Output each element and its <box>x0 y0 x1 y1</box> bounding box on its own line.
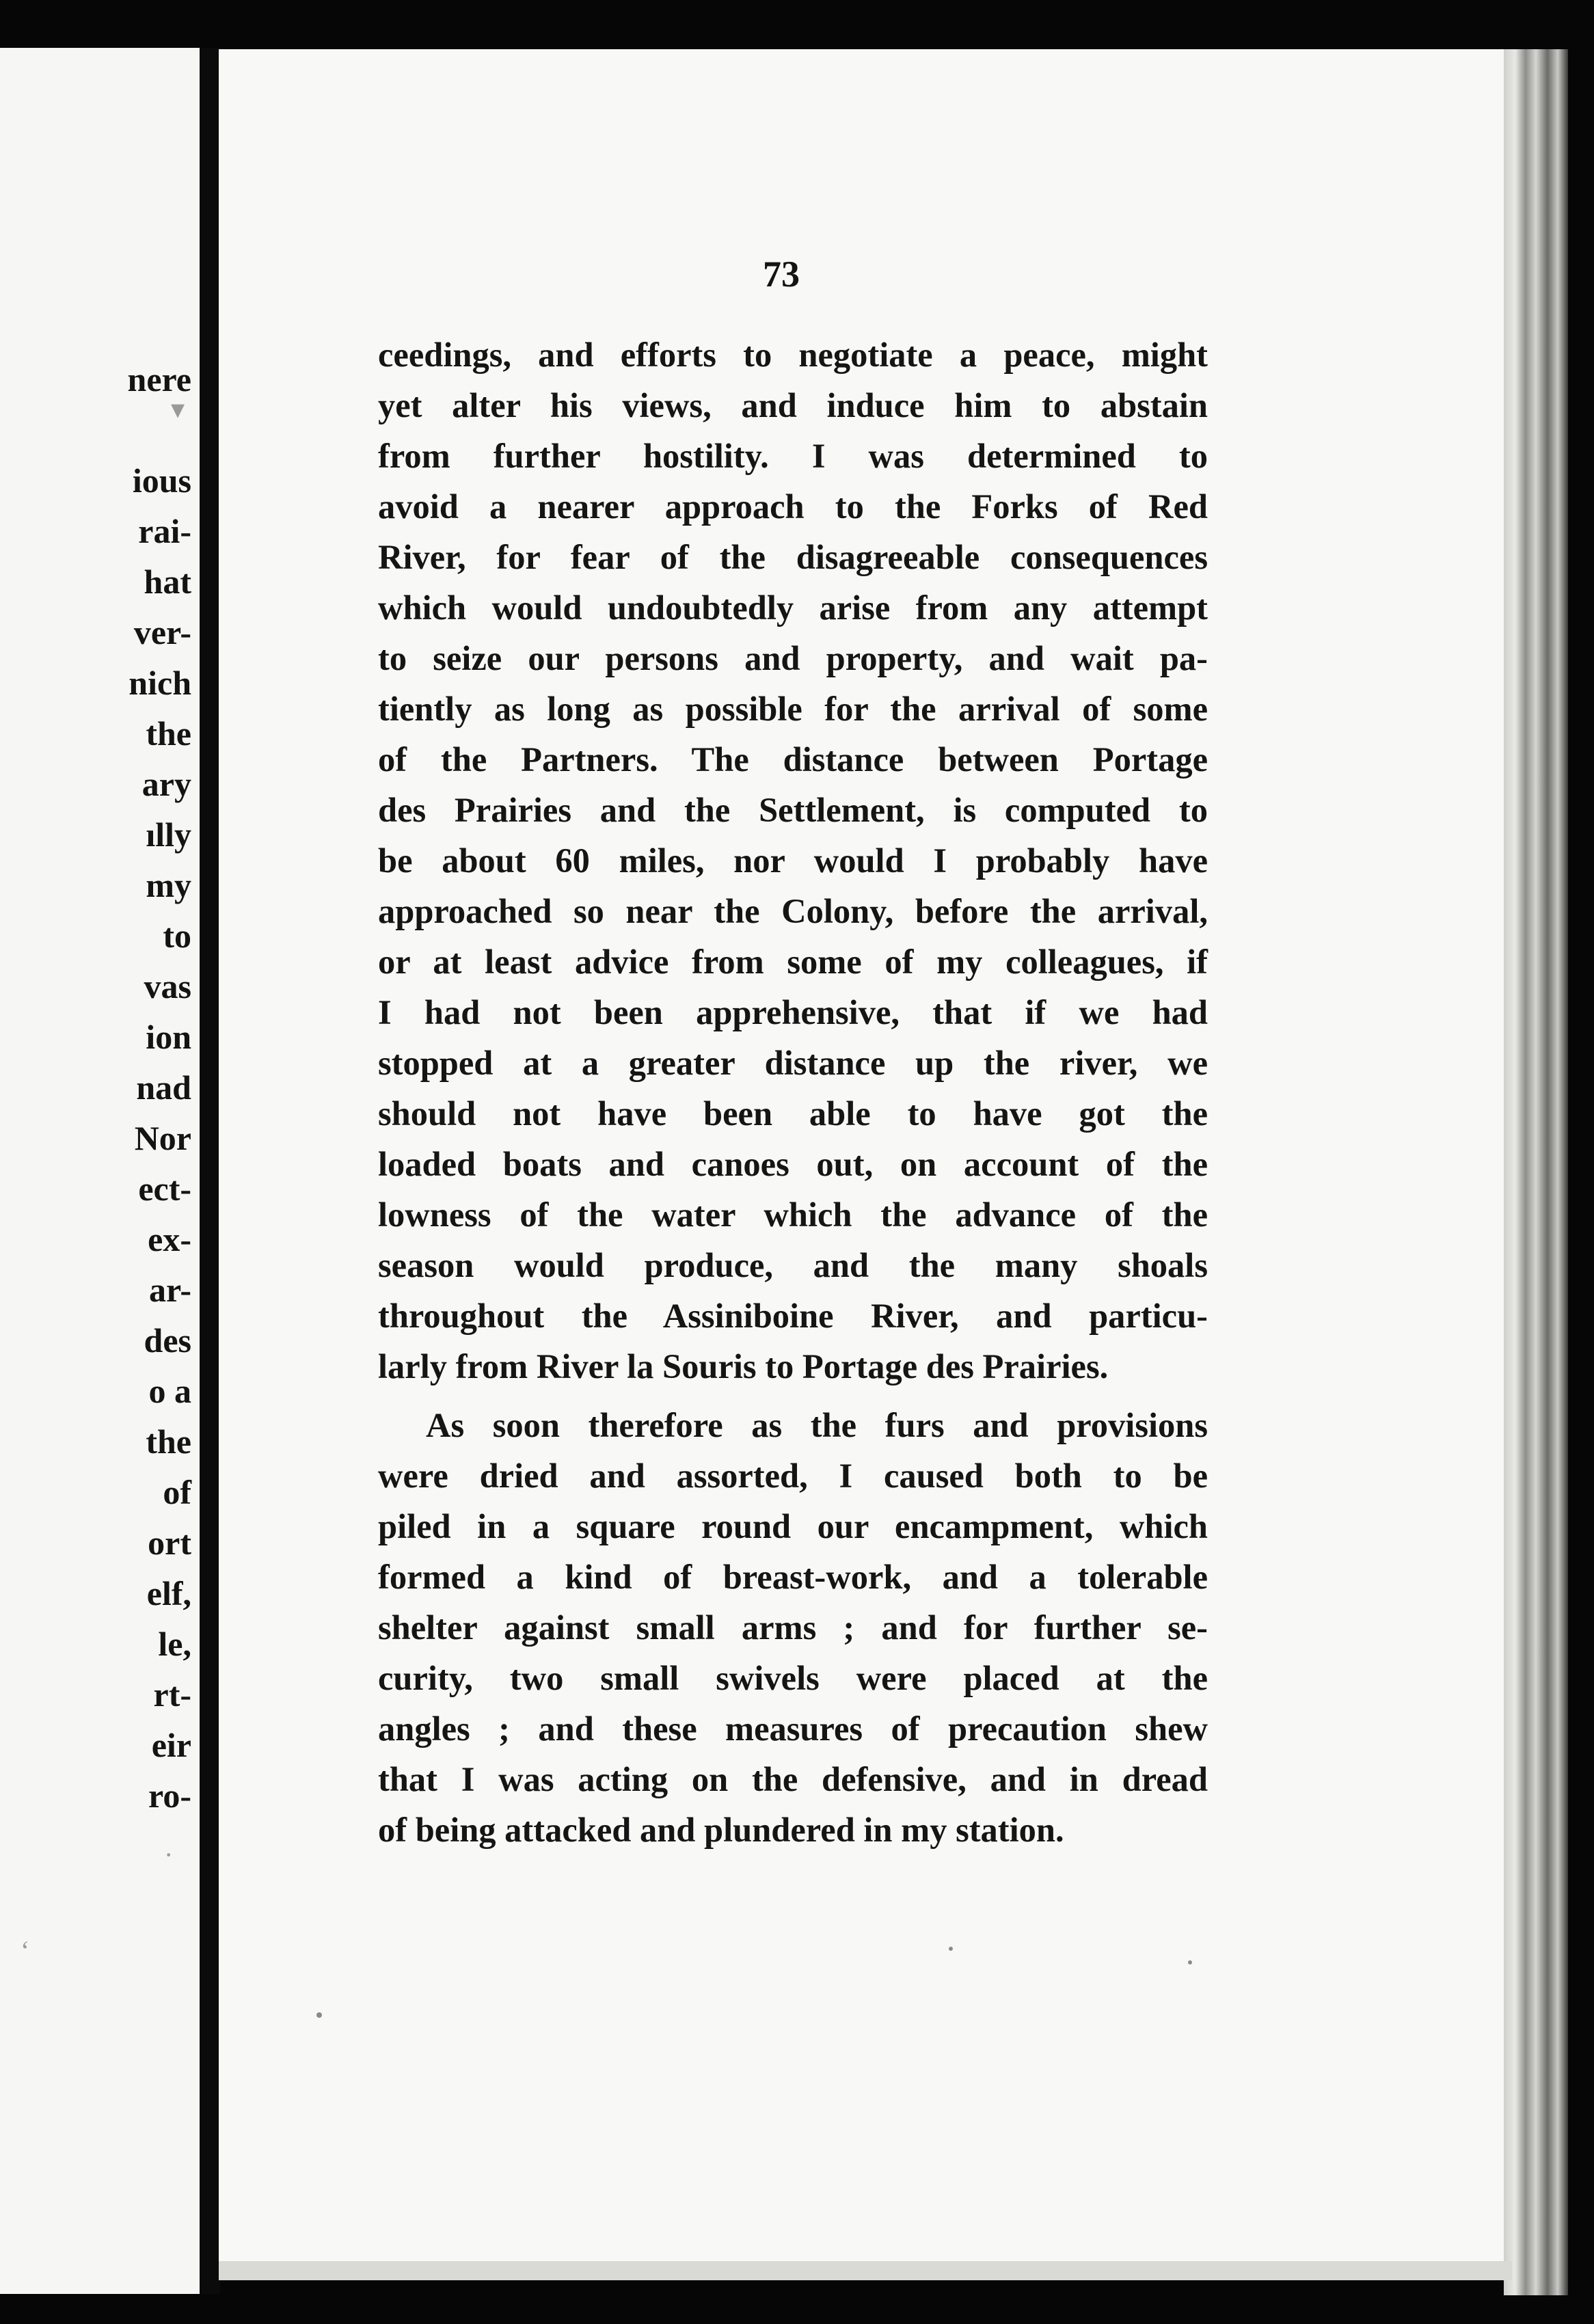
text-line: piled in a square round our encampment, which <box>378 1507 1208 1545</box>
facing-page-line: vas <box>144 967 191 1005</box>
text-line: to seize our persons and property, and wait pa- <box>378 639 1208 677</box>
facing-page-line: ect- <box>138 1170 191 1208</box>
facing-page-line: ort <box>148 1524 191 1562</box>
text-line: season would produce, and the many shoals <box>378 1246 1208 1284</box>
facing-page-line: elf, <box>146 1574 191 1612</box>
facing-page-line: ious <box>132 461 191 500</box>
text-line: curity, two small swivels were placed at the <box>378 1659 1208 1697</box>
facing-page-line: le, <box>158 1625 191 1663</box>
text-line: lowness of the water which the advance of the <box>378 1195 1208 1234</box>
text-line: I had not been apprehensive, that if we had <box>378 993 1208 1031</box>
facing-page-line: of <box>163 1473 191 1511</box>
text-line: River, for fear of the disagreeable consequences <box>378 538 1208 576</box>
facing-page-line: hat <box>144 563 191 601</box>
text-line: avoid a nearer approach to the Forks of Red <box>378 487 1208 526</box>
text-line: were dried and assorted, I caused both to be <box>378 1457 1208 1495</box>
show-through-mark: ▾ <box>171 394 185 424</box>
book-gutter <box>200 48 220 2294</box>
text-line: or at least advice from some of my colleagues, if <box>378 943 1208 981</box>
facing-page-line: my <box>146 866 191 904</box>
text-line: des Prairies and the Settlement, is computed to <box>378 791 1208 829</box>
facing-page-line: nich <box>129 664 191 702</box>
facing-page-line: ion <box>146 1018 191 1056</box>
text-line: formed a kind of breast-work, and a tolerable <box>378 1558 1208 1596</box>
text-line: of the Partners. The distance between Portage <box>378 740 1208 779</box>
facing-page-fragment <box>0 48 200 2294</box>
facing-page-line: o a <box>148 1372 191 1410</box>
text-line: be about 60 miles, nor would I probably have <box>378 841 1208 880</box>
facing-page-line: nere <box>127 360 191 398</box>
text-line: angles ; and these measures of precaution shew <box>378 1710 1208 1748</box>
ink-speck <box>949 1947 953 1951</box>
facing-page-line: ver- <box>133 613 191 651</box>
ink-speck <box>316 2012 322 2018</box>
facing-page-line: ılly <box>146 815 191 854</box>
text-line: tiently as long as possible for the arrival of some <box>378 690 1208 728</box>
ink-speck <box>1188 1960 1192 1964</box>
facing-page-line: eir <box>151 1726 191 1764</box>
text-line: larly from River la Souris to Portage des Prairies. <box>378 1347 1109 1386</box>
text-line: ceedings, and efforts to negotiate a peace, might <box>378 336 1208 374</box>
facing-page-line: nad <box>136 1068 191 1107</box>
facing-page-line: rai- <box>138 512 191 550</box>
text-line: yet alter his views, and induce him to abstain <box>378 386 1208 424</box>
text-line: As soon therefore as the furs and provisions <box>426 1406 1208 1444</box>
text-line: throughout the Assiniboine River, and particu- <box>378 1297 1208 1335</box>
facing-page-line: the <box>146 714 191 753</box>
text-line: which would undoubtedly arise from any attempt <box>378 589 1208 627</box>
page-edge-stack <box>1504 49 1568 2295</box>
text-line: loaded boats and canoes out, on account of the <box>378 1145 1208 1183</box>
text-line: that I was acting on the defensive, and in dread <box>378 1760 1208 1798</box>
page-number: 73 <box>763 254 800 295</box>
facing-page-line: des <box>144 1321 191 1360</box>
facing-page-line: ar- <box>149 1271 191 1309</box>
show-through-mark: · <box>164 1839 174 1870</box>
facing-page-line: ex- <box>148 1220 191 1258</box>
show-through-mark: ‘ <box>21 1935 30 1966</box>
text-line: of being attacked and plundered in my station. <box>378 1811 1064 1849</box>
text-line: should not have been able to have got the <box>378 1094 1208 1133</box>
facing-page-line: rt- <box>153 1675 191 1714</box>
facing-page-line: Nor <box>134 1119 191 1157</box>
text-line: stopped at a greater distance up the river, we <box>378 1044 1208 1082</box>
facing-page-line: ary <box>141 765 191 803</box>
text-line: shelter against small arms ; and for further se- <box>378 1608 1208 1647</box>
text-line: from further hostility. I was determined to <box>378 437 1208 475</box>
page-bottom-edge <box>219 2261 1512 2280</box>
facing-page-line: to <box>163 917 191 955</box>
facing-page-line: ro- <box>148 1776 191 1815</box>
facing-page-line: the <box>146 1422 191 1461</box>
text-line: approached so near the Colony, before the arrival, <box>378 892 1208 930</box>
